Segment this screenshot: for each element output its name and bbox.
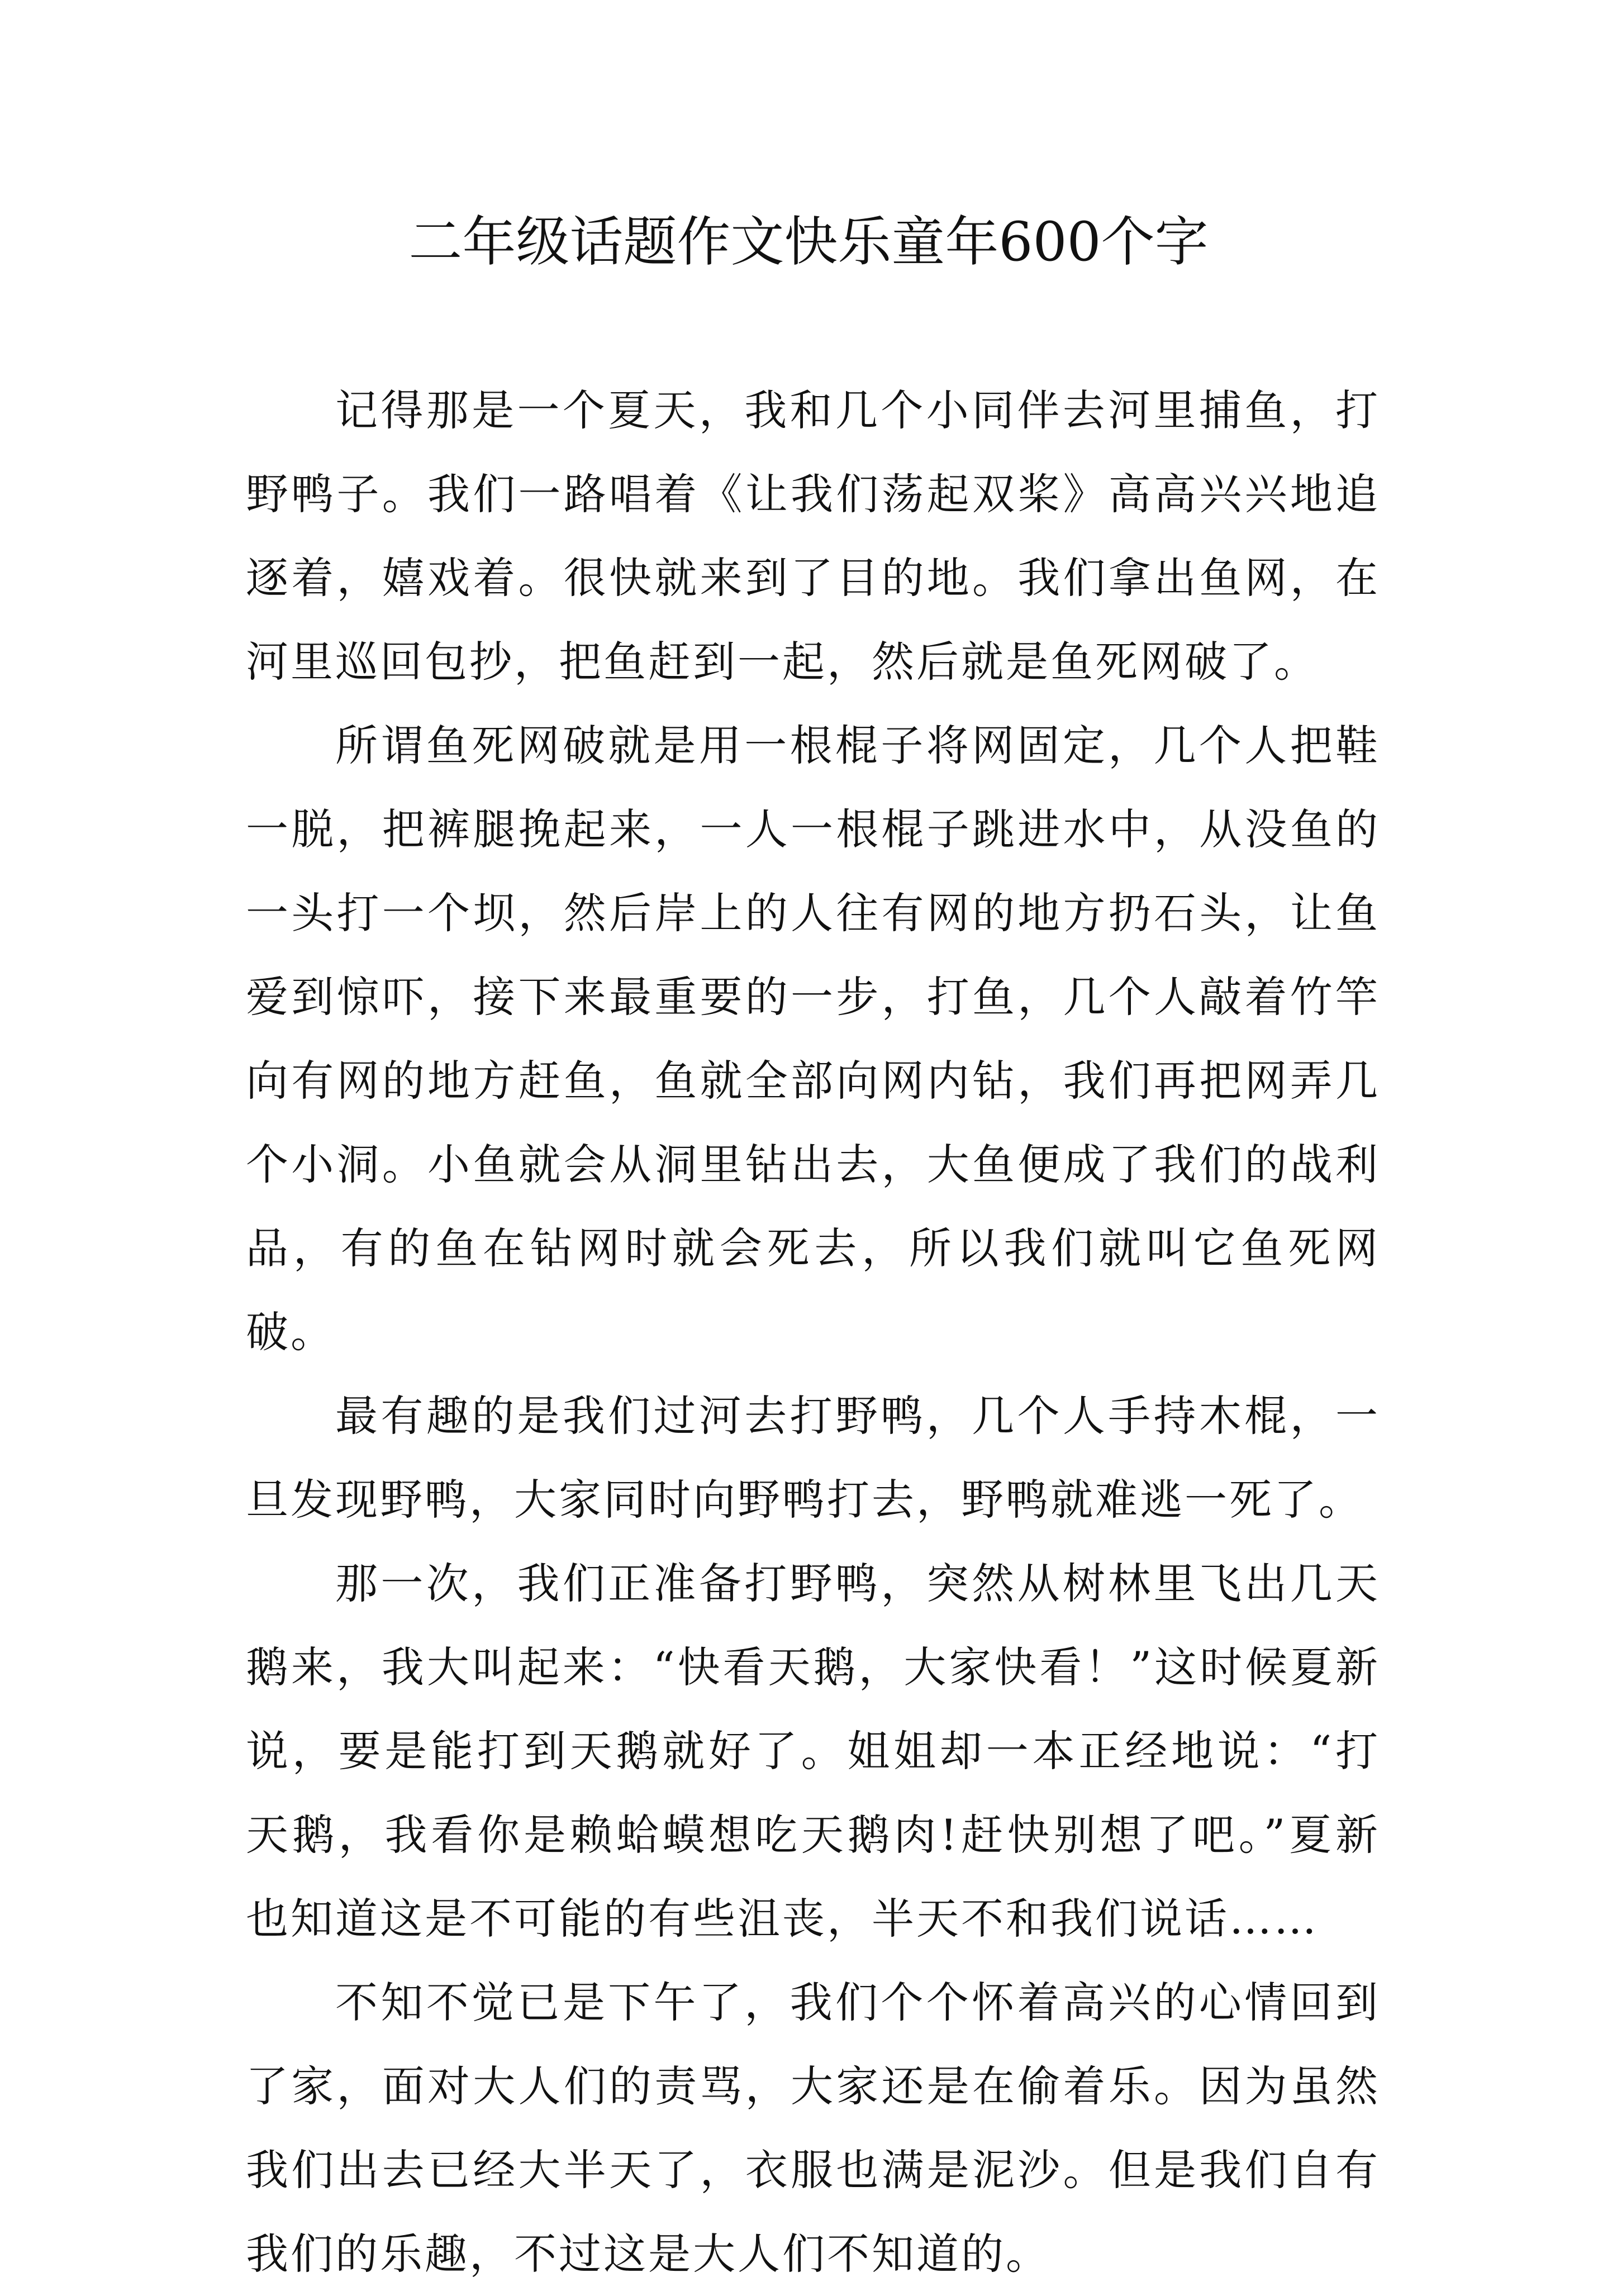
paragraph-1: 记得那是一个夏天，我和几个小同伴去河里捕鱼，打野鸭子。我们一路唱着《让我们荡起双桨》高高兴兴地追逐着，嬉戏着。很快就来到了目的地。我们拿出鱼网，在河里巡回包抄，把鱼赶到一起，然后就是鱼死网破了。 — [246, 385, 1380, 687]
document-body — [246, 369, 1380, 2296]
document-title: 二年级话题作文快乐童年600个字 — [408, 211, 1209, 273]
paragraph-5: 不知不觉已是下午了，我们个个怀着高兴的心情回到了家，面对大人们的责骂，大家还是在偷着乐。因为虽然我们出去已经大半天了，衣服也满是泥沙。但是我们自有我们的乐趣，不过这是大人们不知道的。 — [246, 1978, 1380, 2279]
paragraph-3: 最有趣的是我们过河去打野鸭，几个人手持木棍，一旦发现野鸭，大家同时向野鸭打去，野鸭就难逃一死了。 — [246, 1391, 1380, 1525]
paragraph-2: 所谓鱼死网破就是用一根棍子将网固定，几个人把鞋一脱，把裤腿挽起来，一人一根棍子跳进水中，从没鱼的一头打一个坝，然后岸上的人往有网的地方扔石头，让鱼爱到惊吓，接下来最重要的一步，打鱼，几个人敲着竹竿向有网的地方赶鱼，鱼就全部向网内钻，我们再把网弄几个小洞。小鱼就会从洞里钻出去，大鱼便成了我们的战利品，有的鱼在钻网时就会死去，所以我们就叫它鱼死网破。 — [246, 721, 1380, 1357]
paragraph-4: 那一次，我们正准备打野鸭，突然从树林里飞出几天鹅来，我大叫起来：“快看天鹅，大家快看！”这时候夏新说，要是能打到天鹅就好了。姐姐却一本正经地说：“打天鹅，我看你是赖蛤蟆想吃天鹅肉!赶快别想了吧。”夏新也知道这是不可能的有些沮丧，半天不和我们说话…… — [246, 1559, 1380, 1943]
